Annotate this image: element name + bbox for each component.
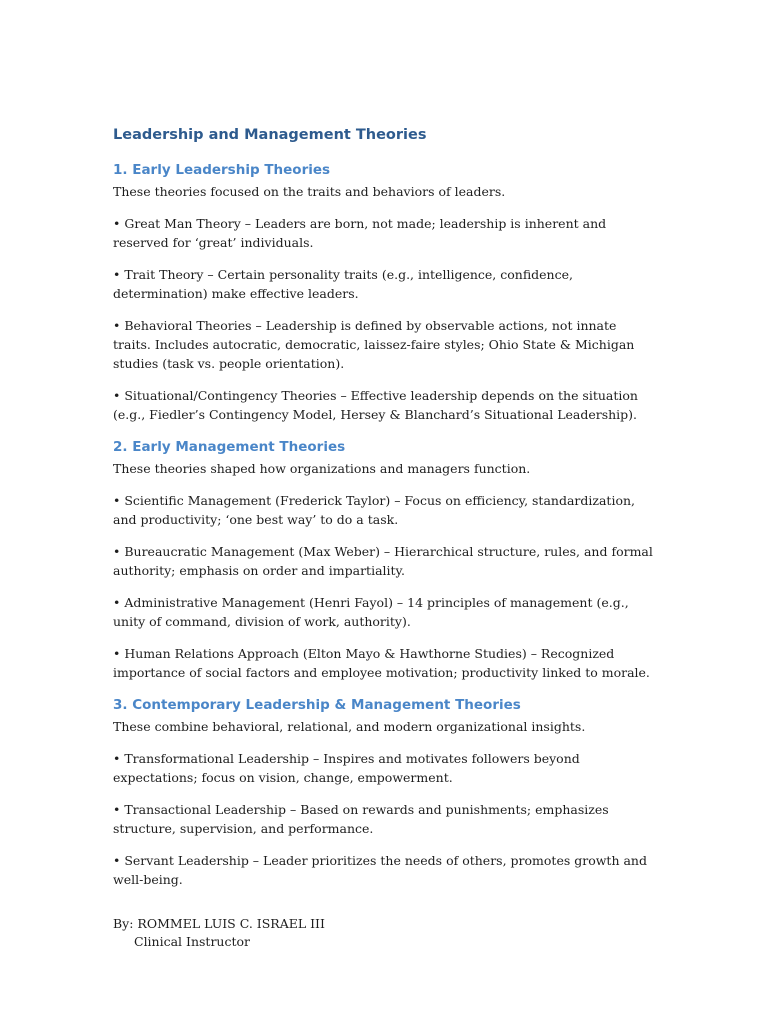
- section-intro: These theories focused on the traits and behaviors of leaders.: [113, 184, 506, 199]
- author-name: By: ROMMEL LUIS C. ISRAEL III: [113, 916, 325, 931]
- section-heading: 1. Early Leadership Theories: [113, 162, 331, 178]
- document-title: Leadership and Management Theories: [113, 127, 427, 143]
- list-item: • Transformational Leadership – Inspires and motivates followers beyond expectations; focus on vision, change, empowerment.: [113, 751, 580, 785]
- list-item: • Human Relations Approach (Elton Mayo & Hawthorne Studies) – Recognized importance of social factors and employee motivation; productivity linked to morale.: [113, 646, 650, 680]
- list-item: • Bureaucratic Management (Max Weber) – Hierarchical structure, rules, and formal authority; emphasis on order and impartiality.: [113, 544, 653, 578]
- list-item: • Administrative Management (Henri Fayol) – 14 principles of management (e.g., unity of command, division of work, authority).: [113, 595, 629, 629]
- section-early-management: [113, 437, 653, 682]
- list-item: • Scientific Management (Frederick Taylor) – Focus on efficiency, standardization, and productivity; ‘one best way’ to do a task.: [113, 493, 635, 527]
- author-role: Clinical Instructor: [134, 934, 251, 949]
- section-contemporary: [113, 695, 653, 889]
- document-page: [113, 124, 653, 951]
- section-intro: These combine behavioral, relational, and modern organizational insights.: [113, 719, 586, 734]
- list-item: • Behavioral Theories – Leadership is defined by observable actions, not innate traits. Includes autocratic, democratic, laissez-faire styles; Ohio State & Michigan studies (task vs. people orientation).: [113, 318, 635, 371]
- section-intro: These theories shaped how organizations and managers function.: [113, 461, 531, 476]
- section-heading: 2. Early Management Theories: [113, 439, 346, 455]
- section-heading: 3. Contemporary Leadership & Management Theories: [113, 697, 521, 713]
- byline: [113, 915, 653, 951]
- list-item: • Situational/Contingency Theories – Effective leadership depends on the situation (e.g., Fiedler’s Contingency Model, Hersey & Blanchard’s Situational Leadership).: [113, 388, 638, 422]
- list-item: • Trait Theory – Certain personality traits (e.g., intelligence, confidence, determination) make effective leaders.: [113, 267, 573, 301]
- list-item: • Great Man Theory – Leaders are born, not made; leadership is inherent and reserved for ‘great’ individuals.: [113, 216, 607, 250]
- list-item: • Transactional Leadership – Based on rewards and punishments; emphasizes structure, supervision, and performance.: [113, 802, 609, 836]
- section-early-leadership: [113, 160, 653, 424]
- list-item: • Servant Leadership – Leader prioritizes the needs of others, promotes growth and well-being.: [113, 853, 647, 887]
